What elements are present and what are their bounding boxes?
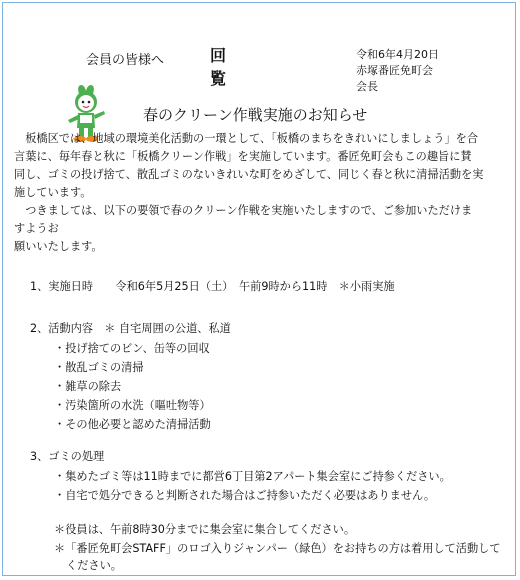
section-2-heading: 2、活動内容 ＊ 自宅周囲の公道、私道 bbox=[30, 322, 231, 335]
section-2-item: ・汚染箇所の水洗（嘔吐物等） bbox=[54, 399, 211, 412]
kairan-mark-1: 回 bbox=[210, 46, 227, 65]
note-officers: ＊役員は、午前8時30分までに集会室に集合してください。 bbox=[54, 523, 356, 536]
intro-line-4: 施しています。 bbox=[14, 186, 92, 199]
notice-title: 春のクリーン作戦実施のお知らせ bbox=[143, 106, 368, 124]
intro-line-5: つきましては、以下の要領で春のクリーン作戦を実施いたしますので、ご参加いただけま bbox=[14, 204, 473, 217]
intro-line-1: 板橋区では、地域の環境美化活動の一環として、「板橋のまちをきれいにしましょう」を合 bbox=[14, 132, 479, 145]
intro-line-7: 願いいたします。 bbox=[14, 240, 103, 253]
note-jumper-line-2: ください。 bbox=[66, 559, 122, 572]
section-3-item: ・自宅で処分できると判断された場合はご持参いただく必要はありません。 bbox=[54, 489, 436, 502]
issue-date: 令和6年4月20日 bbox=[356, 48, 439, 61]
organization-name: 赤塚番匠免町会 bbox=[356, 64, 433, 77]
signer-title: 会長 bbox=[356, 80, 378, 93]
section-2-item: ・投げ捨てのビン、缶等の回収 bbox=[54, 342, 210, 355]
section-2-item: ・散乱ゴミの清掃 bbox=[54, 361, 144, 374]
intro-line-2: 言葉に、毎年春と秋に「板橋クリーン作戦」を実施しています。番匠免町会もこの趣旨に賛 bbox=[14, 150, 472, 163]
note-jumper-line-1: ＊「番匠免町会STAFF」のロゴ入りジャンパー（緑色）をお持ちの方は着用して活動して bbox=[54, 542, 501, 555]
section-2-item: ・雑草の除去 bbox=[54, 380, 122, 393]
kairan-mark-2: 覧 bbox=[210, 69, 227, 88]
section-3-item: ・集めたゴミ等は11時までに都営6丁目第2アパート集会室にご持参ください。 bbox=[54, 470, 451, 483]
section-2-item: ・その他必要と認めた清掃活動 bbox=[54, 418, 211, 431]
section-1-schedule: 1、実施日時 令和6年5月25日（土） 午前9時から11時 ＊小雨実施 bbox=[30, 280, 395, 293]
intro-line-3: 同し、ゴミの投げ捨て、散乱ゴミのないきれいな町をめざして、同じく春と秋に清掃活動を実 bbox=[14, 168, 484, 181]
intro-line-6: すようお bbox=[14, 222, 59, 235]
addressee: 会員の皆様へ bbox=[86, 53, 165, 68]
section-3-heading: 3、ゴミの処理 bbox=[30, 450, 105, 463]
